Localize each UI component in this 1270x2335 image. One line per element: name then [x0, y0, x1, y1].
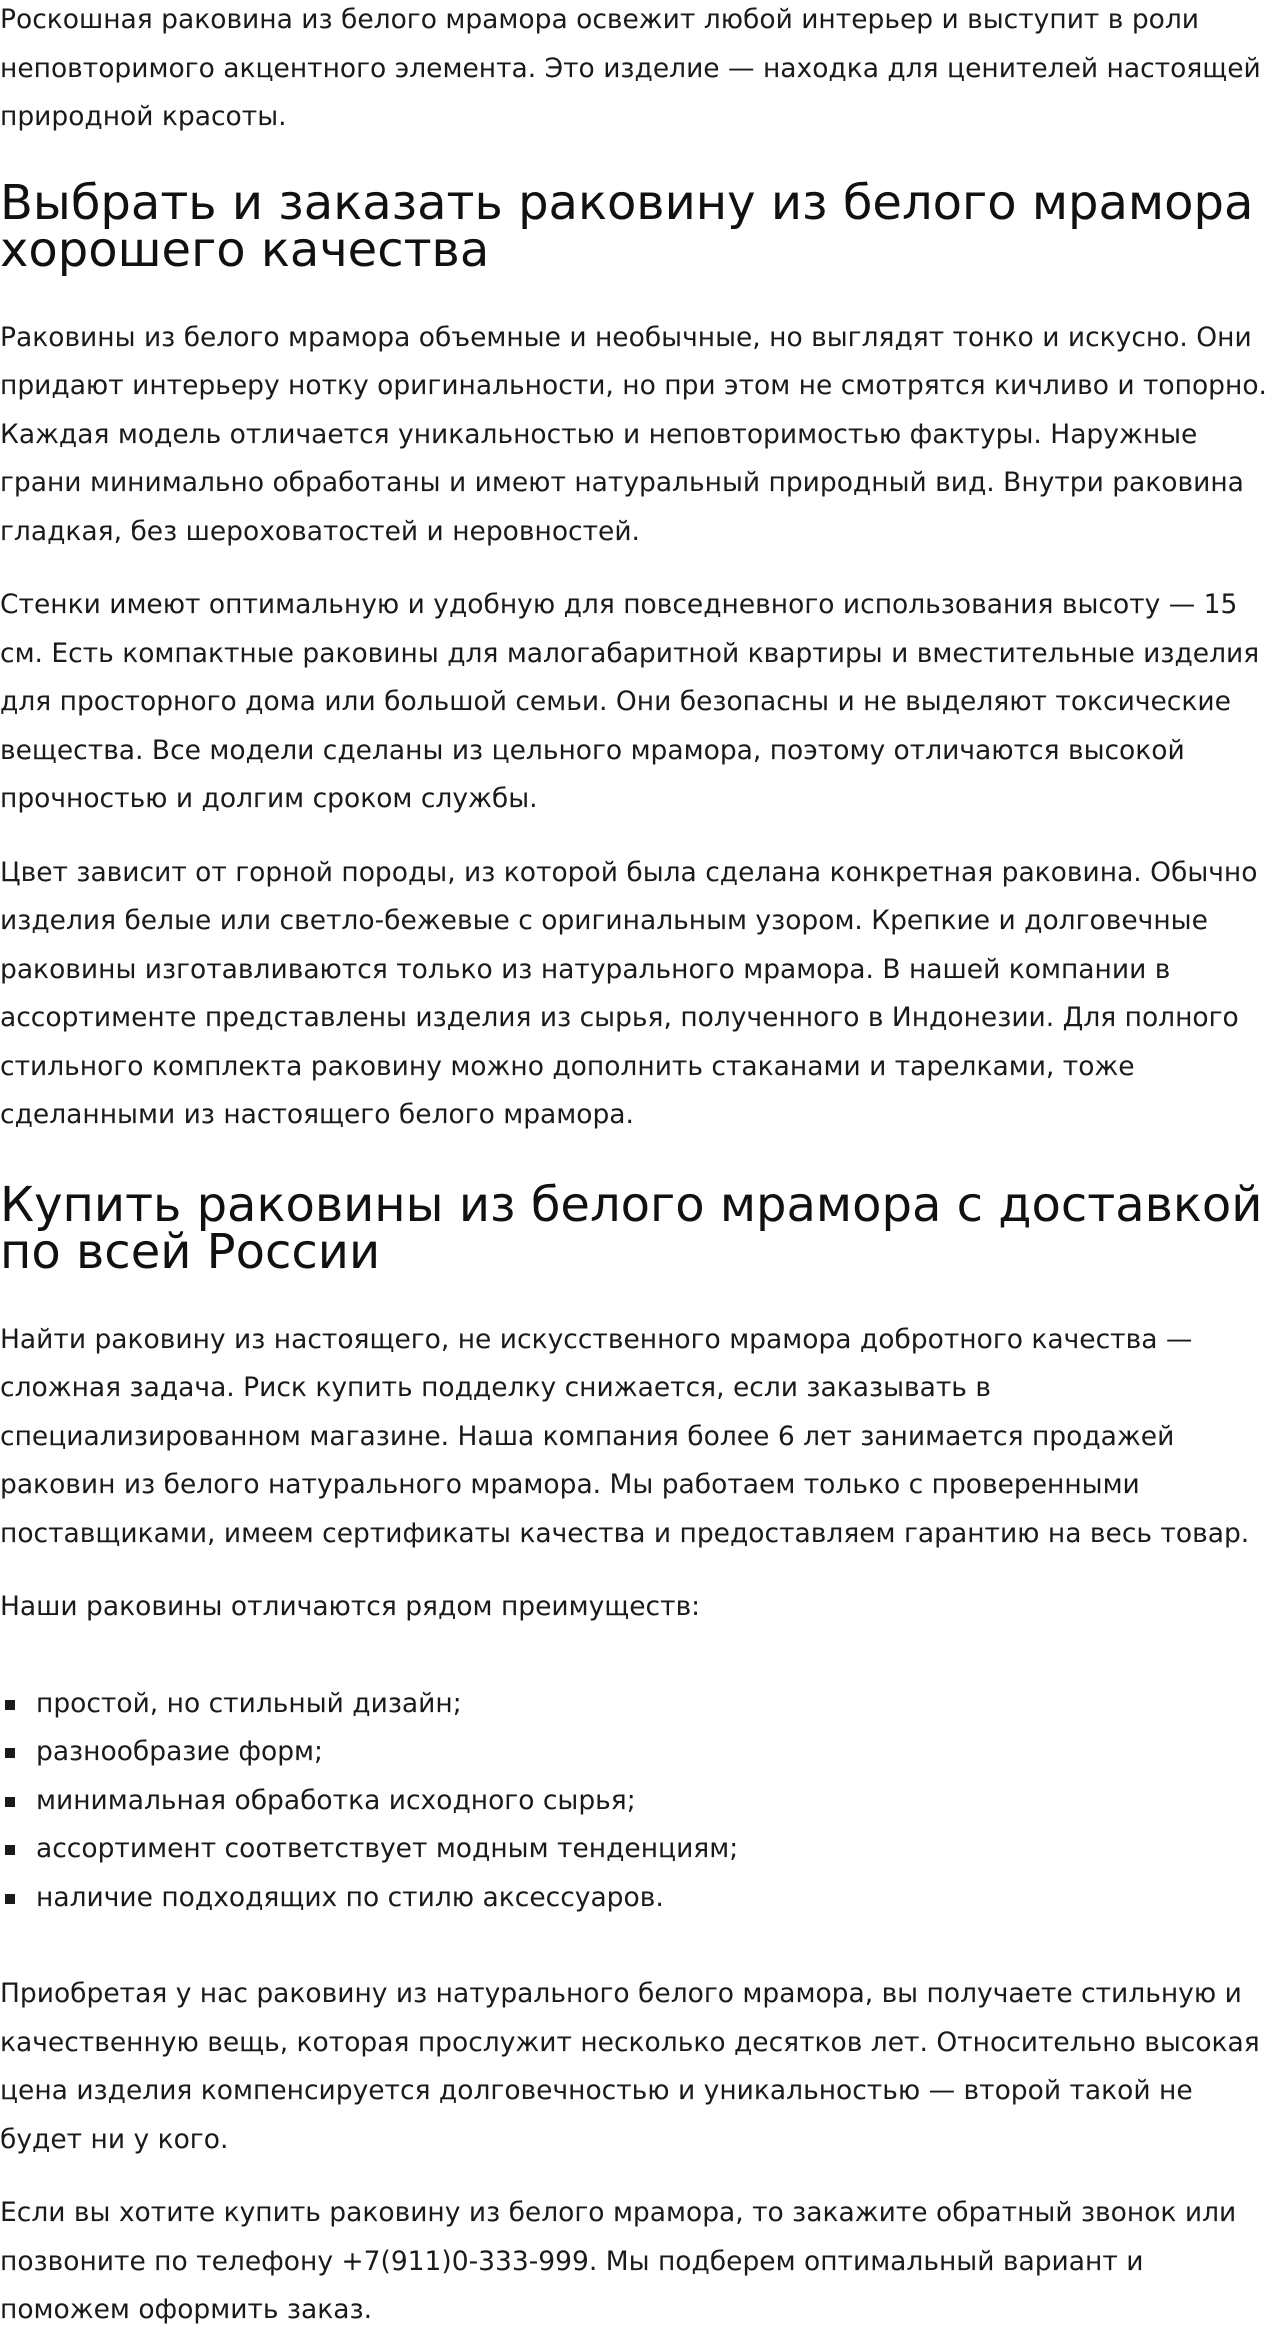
paragraph: Раковины из белого мрамора объемные и необычные, но выглядят тонко и искусно. Они придают интерьеру нотку оригинальности, но при этом не смотрятся кичливо и топорно. Каждая модель отличается уникальностью и неповторимостью фактуры. Наружные грани минимально обработаны и имеют натуральный природный вид. Внутри раковина гладкая, без шероховатостей и неровностей.	[0, 321, 1267, 547]
contact-paragraph: Если вы хотите купить раковину из белого мрамора, то закажите обратный звонок или позвоните по телефону +7(911)0-333-999. Мы подберем оптимальный вариант и поможем оформить заказ.	[0, 2197, 1237, 2325]
square-bullet-icon	[5, 1797, 15, 1807]
list-item	[0, 1825, 1270, 1874]
section-heading-choose: Выбрать и заказать раковину из белого мрамора хорошего качества	[0, 174, 1254, 278]
list-item	[0, 1728, 1270, 1777]
list-item-text: наличие подходящих по стилю аксессуаров.	[36, 1881, 664, 1913]
paragraph: Найти раковину из настоящего, не искусственного мрамора добротного качества — сложная задача. Риск купить подделку снижается, если заказывать в специализированном магазине. Наша компания более 6 лет занимается продажей раковин из белого натурального мрамора. Мы работаем только с проверенными поставщиками, имеем сертификаты качества и предоставляем гарантию на весь товар.	[0, 1323, 1250, 1549]
square-bullet-icon	[5, 1845, 15, 1855]
list-item	[0, 1680, 1270, 1729]
square-bullet-icon	[5, 1894, 15, 1904]
list-item-text: простой, но стильный дизайн;	[36, 1687, 462, 1719]
intro-paragraph: Роскошная раковина из белого мрамора освежит любой интерьер и выступит в роли неповторимого акцентного элемента. Это изделие — находка для ценителей настоящей природной красоты.	[0, 4, 1261, 132]
section-heading-buy: Купить раковины из белого мрамора с доставкой по всей России	[0, 1176, 1263, 1280]
square-bullet-icon	[5, 1700, 15, 1710]
paragraph: Цвет зависит от горной породы, из которой была сделана конкретная раковина. Обычно изделия белые или светло-бежевые с оригинальным узором. Крепкие и долговечные раковины изготавливаются только из натурального мрамора. В нашей компании в ассортименте представлены изделия из сырья, полученного в Индонезии. Для полного стильного комплекта раковину можно дополнить стаканами и тарелками, тоже сделанными из настоящего белого мрамора.	[0, 856, 1258, 1130]
list-item	[0, 1777, 1270, 1826]
list-item	[0, 1874, 1270, 1923]
advantages-list	[0, 1680, 1270, 1923]
square-bullet-icon	[5, 1748, 15, 1758]
list-item-text: ассортимент соответствует модным тенденциям;	[36, 1833, 739, 1864]
list-item-text: минимальная обработка исходного сырья;	[36, 1784, 636, 1816]
list-item-text: разнообразие форм;	[36, 1736, 323, 1767]
paragraph: Стенки имеют оптимальную и удобную для повседневного использования высоту — 15 см. Есть компактные раковины для малогабаритной квартиры и вместительные изделия для просторного дома или большой семьи. Они безопасны и не выделяют токсические вещества. Все модели сделаны из цельного мрамора, поэтому отличаются высокой прочностью и долгим сроком службы.	[0, 589, 1260, 814]
paragraph: Приобретая у нас раковину из натурального белого мрамора, вы получаете стильную и качественную вещь, которая прослужит несколько десятков лет. Относительно высокая цена изделия компенсируется долговечностью и уникальностью — второй такой не будет ни у кого.	[0, 1978, 1260, 2155]
advantages-intro: Наши раковины отличаются рядом преимуществ:	[0, 1591, 701, 1622]
